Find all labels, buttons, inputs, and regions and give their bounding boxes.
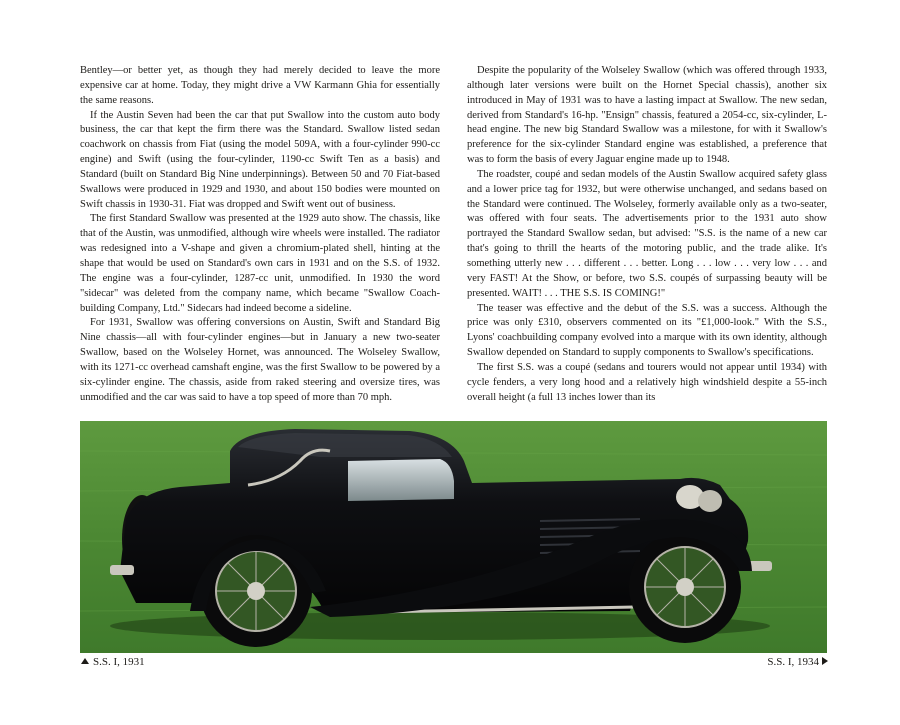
side-window — [348, 459, 454, 501]
paragraph: The teaser was effective and the debut of the S.S. was a success. Although the price was only £310, observers commented on its "£1,000-look." With the S.S., Lyons' coachbuilding company evolved into a marque with its own identity, although Swallow depended on Standard to supply components to Swallow's specifications. — [467, 302, 827, 359]
caption-right — [767, 656, 828, 668]
caption-left-text: S.S. I, 1931 — [93, 656, 145, 668]
paragraph: The roadster, coupé and sedan models of the Austin Swallow acquired safety glass and a lower price tag for 1932, but were otherwise unchanged, and sedans based on the Standard were continued. The Wolseley, formerly available only as a two-seater, was offered with four seats. The advertisements prior to the 1931 auto show portrayed the Standard Swallow sedan, but advised: "S.S. is the name of a new car that's going to thrill the hearts of the motoring public, and the trade alike. It's something utterly new . . . different . . . better. Long . . . low . . . very low . . . and very FAST! At the Show, or before, two S.S. coupés of surpassing beauty will be presented. WAIT! . . . THE S.S. IS COMING!" — [467, 168, 827, 299]
left-text-column — [80, 64, 440, 405]
paragraph: The first S.S. was a coupé (sedans and tourers would not appear until 1934) with cycle fenders, a very long hood and a relatively high windshield despite a 55-inch overall height (a full 13 inches lower than its — [467, 361, 827, 403]
arrow-right-icon — [822, 657, 828, 665]
paragraph: If the Austin Seven had been the car that put Swallow into the custom auto body business, the car that kept the firm there was the Standard. Swallow listed sedan coachwork on chassis from Fiat (using the model 509A, with a four-cylinder 990-cc engine) and Swift (using the four-cylinder, 1190-cc Swift Ten as a basis) and Standard (built on Standard Big Nine underpinnings). Between 50 and 70 Fiat-based Swallows were produced in 1929 and 1930, and about 150 bodies were mounted on Swift chassis in 1930-31. Fiat was dropped and Swift went out of business. — [80, 109, 440, 210]
car-photo-illustration — [80, 421, 827, 653]
paragraph: Bentley—or better yet, as though they had merely decided to leave the more expensive car at home. Today, they might drive a VW Karmann Ghia for essentially the same reasons. — [80, 65, 440, 106]
paragraph: Despite the popularity of the Wolseley Swallow (which was offered through 1933, although later versions were built on the Hornet Special chassis), another six introduced in May of 1931 was to have a lasting impact at Swallow. The new sedan, derived from Standard's 16-hp. "Ensign" chassis, featured a 2054-cc, six-cylinder, L-head engine. The new big Standard Swallow was a milestone, for with it Swallow's preference for the six-cylinder Standard engine was established, a preference that was to form the basis of every Jaguar engine made up to 1948. — [467, 65, 827, 166]
paragraph: For 1931, Swallow was offering conversions on Austin, Swift and Standard Big Nine chassis—all with four-cylinder engines—but in January a new two-seater Swallow, based on the Wolseley Hornet, was announced. The Wolseley Swallow, with its 1271-cc overhead camshaft engine, was the first Swallow to be powered by a six-cylinder engine. The chassis, aside from raked steering and oversize tires, was unmodified and the car was said to have a top speed of more than 70 mph. — [80, 317, 440, 403]
arrow-up-icon — [81, 658, 89, 664]
car-photo — [80, 421, 827, 653]
caption-left — [81, 656, 145, 668]
paragraph: The first Standard Swallow was presented at the 1929 auto show. The chassis, like that of the Austin, was unmodified, although wire wheels were installed. The radiator was redesigned into a V-shape and given a chromium-plated shell, hinting at the shape that would be used on Standard's own cars in 1931 and on the S.S. of 1932. The engine was a four-cylinder, 1287-cc unit, unmodified. In 1930 the word "sidecar" was deleted from the company name, which became "Swallow Coach-building Company, Ltd." Sidecars had indeed become a sideline. — [80, 213, 440, 314]
caption-right-text: S.S. I, 1934 — [767, 656, 819, 668]
right-text-column — [467, 64, 827, 405]
